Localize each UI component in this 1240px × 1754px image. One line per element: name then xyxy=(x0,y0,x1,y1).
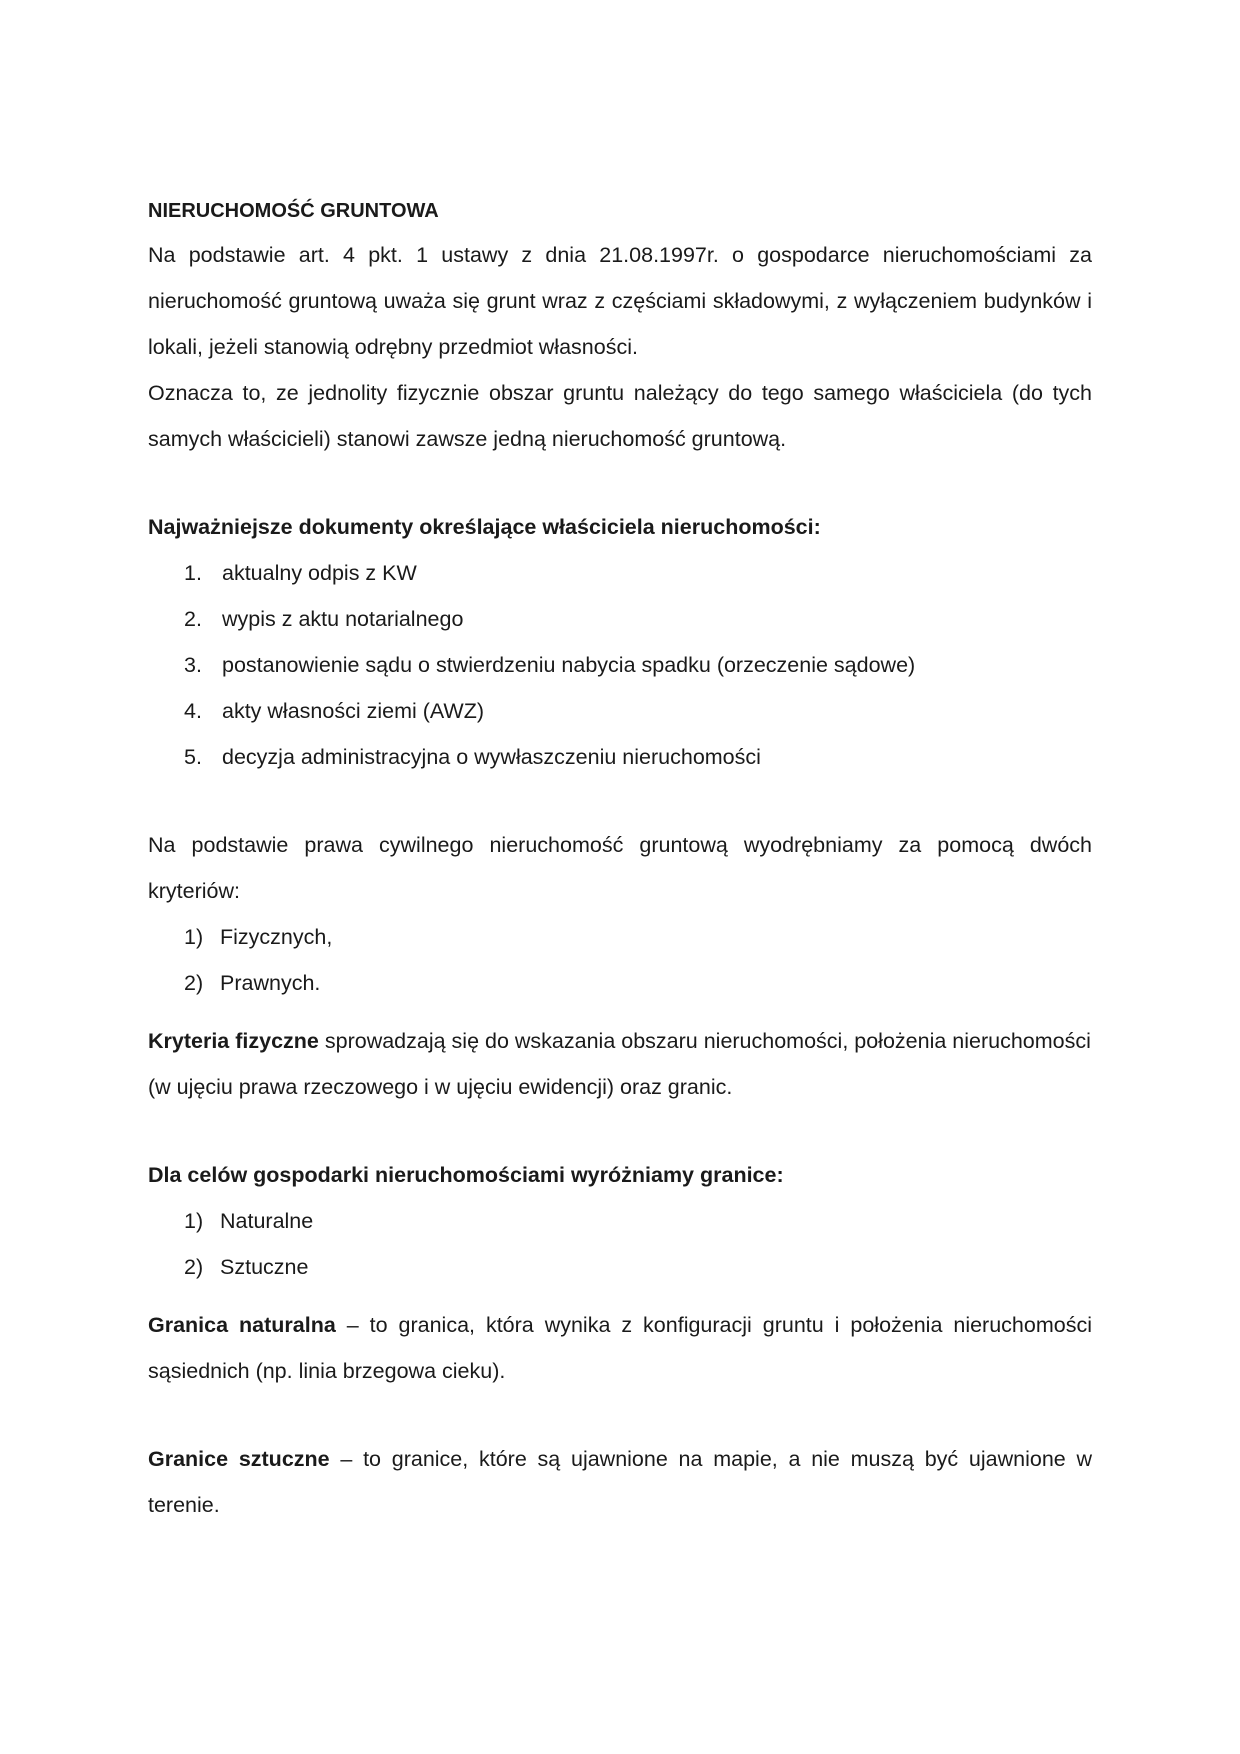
documents-list xyxy=(148,550,1092,780)
physical-criteria-term: Kryteria fizyczne xyxy=(148,1029,319,1053)
spacer xyxy=(148,780,1092,822)
list-item-number: 1) xyxy=(184,1209,204,1233)
list-item-text: decyzja administracyjna o wywłaszczeniu nieruchomości xyxy=(222,745,761,769)
natural-boundary-term: Granica naturalna xyxy=(148,1313,336,1337)
physical-criteria-continuation: (w ujęciu prawa rzeczowego i w ujęciu ewidencji) oraz granic. xyxy=(148,1075,733,1099)
spacer xyxy=(148,1290,1092,1302)
documents-heading: Najważniejsze dokumenty określające właściciela nieruchomości: xyxy=(148,515,821,539)
list-item xyxy=(148,1244,1092,1290)
list-item-text: Fizycznych, xyxy=(220,925,333,949)
list-item xyxy=(148,960,1092,1006)
boundaries-heading: Dla celów gospodarki nieruchomościami wyróżniamy granice: xyxy=(148,1163,784,1187)
natural-boundary-paragraph xyxy=(148,1302,1092,1394)
list-item xyxy=(148,688,1092,734)
list-item-number: 2) xyxy=(184,971,204,995)
spacer xyxy=(148,1394,1092,1436)
list-item xyxy=(148,596,1092,642)
second-paragraph: Oznacza to, ze jednolity fizycznie obszar gruntu należący do tego samego właściciela (do tych samych właścicieli) stanowi zawsze jedną nieruchomość gruntową. xyxy=(148,381,1092,451)
list-item-number: 1) xyxy=(184,925,204,949)
physical-criteria-paragraph xyxy=(148,1018,1092,1064)
artificial-boundary-term: Granice sztuczne xyxy=(148,1447,330,1471)
list-item-text: Sztuczne xyxy=(220,1255,309,1279)
list-item-text: aktualny odpis z KW xyxy=(222,561,417,585)
list-item-number: 4. xyxy=(184,699,202,723)
list-item-text: postanowienie sądu o stwierdzeniu nabycia spadku (orzeczenie sądowe) xyxy=(222,653,916,677)
artificial-boundary-paragraph xyxy=(148,1436,1092,1528)
list-item xyxy=(148,734,1092,780)
spacer xyxy=(148,1006,1092,1018)
list-item-number: 2) xyxy=(184,1255,204,1279)
list-item-text: Naturalne xyxy=(220,1209,314,1233)
document-title: NIERUCHOMOŚĆ GRUNTOWA xyxy=(148,200,439,222)
list-item xyxy=(148,1198,1092,1244)
spacer xyxy=(148,462,1092,504)
list-item-number: 2. xyxy=(184,607,202,631)
criteria-list xyxy=(148,914,1092,1006)
list-item xyxy=(148,642,1092,688)
artificial-boundary-text: – to granice, które są ujawnione na mapie, a nie muszą być ujawnione w terenie. xyxy=(148,1447,1093,1517)
intro-paragraph: Na podstawie art. 4 pkt. 1 ustawy z dnia 21.08.1997r. o gospodarce nieruchomościami za nieruchomość gruntową uważa się grunt wraz z częściami składowymi, z wyłączeniem budynków i lokali, jeżeli stanowią odrębny przedmiot własności. xyxy=(148,243,1092,359)
list-item xyxy=(148,550,1092,596)
list-item-text: akty własności ziemi (AWZ) xyxy=(222,699,485,723)
physical-criteria-text: sprowadzają się do wskazania obszaru nieruchomości, położenia nieruchomości xyxy=(318,1029,1091,1053)
list-item-text: wypis z aktu notarialnego xyxy=(222,607,464,631)
list-item-number: 3. xyxy=(184,653,202,677)
criteria-paragraph: Na podstawie prawa cywilnego nieruchomość gruntową wyodrębniamy za pomocą dwóch kryteriów: xyxy=(148,833,1092,903)
boundaries-list xyxy=(148,1198,1092,1290)
list-item xyxy=(148,914,1092,960)
natural-boundary-text: – to granica, która wynika z konfiguracji gruntu i położenia nieruchomości sąsiednich (np. linia brzegowa cieku). xyxy=(148,1313,1092,1383)
document-page xyxy=(148,190,1092,1528)
list-item-number: 5. xyxy=(184,745,202,769)
spacer xyxy=(148,1110,1092,1152)
list-item-number: 1. xyxy=(184,561,202,585)
list-item-text: Prawnych. xyxy=(220,971,321,995)
